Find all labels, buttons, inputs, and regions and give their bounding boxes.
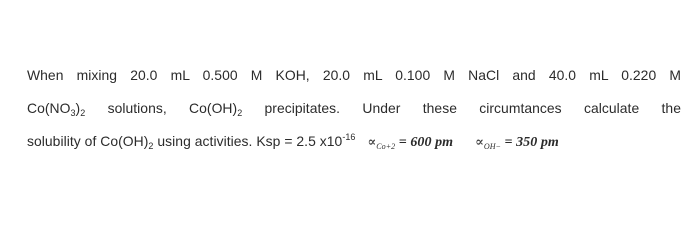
alpha-hydroxide <box>475 135 559 150</box>
alpha-cobalt <box>368 135 454 150</box>
hydroxide-subscript: 2 <box>237 108 243 118</box>
alpha-cobalt-symbol: ∝ <box>367 135 377 150</box>
line-2-middle: solutions, Co(OH) <box>85 100 238 116</box>
alpha-hydroxide-value: = 350 pm <box>504 135 559 150</box>
alpha-cobalt-value: = 600 pm <box>398 135 454 150</box>
solubility-subscript: 2 <box>148 141 154 151</box>
alpha-cobalt-subscript: Co+2 <box>376 142 396 151</box>
ksp-text: using activities. Ksp = 2.5 x10 <box>153 133 343 149</box>
ksp-exponent: -16 <box>342 132 356 142</box>
alpha-hydroxide-subscript: OH− <box>483 142 501 151</box>
problem-line-2 <box>27 95 681 128</box>
problem-line-3 <box>27 128 681 161</box>
cobalt-nitrate-formula: $Co(NO_3)_2$ <box>27 100 86 118</box>
solubility-text: solubility of Co(OH) <box>27 133 149 149</box>
alpha-hydroxide-symbol: ∝ <box>475 135 484 150</box>
line-2-tail: precipitates. Under these circumtances calculate the <box>242 100 681 116</box>
problem-text <box>27 62 681 161</box>
problem-line-1: When mixing 20.0 mL 0.500 M KOH, 20.0 mL 0.100 M NaCl and 40.0 mL 0.220 M <box>27 67 681 83</box>
